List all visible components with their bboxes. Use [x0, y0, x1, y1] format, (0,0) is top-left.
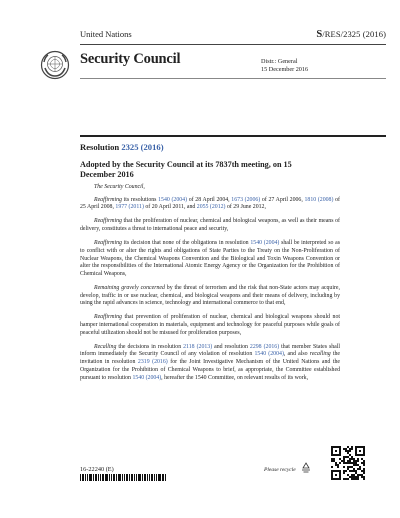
un-emblem-icon [40, 50, 70, 80]
resolution-link[interactable]: 1540 (2004) [250, 240, 280, 247]
barcode-bar [105, 474, 108, 481]
qr-module [353, 468, 355, 470]
qr-module [331, 452, 333, 454]
qr-module [333, 446, 335, 448]
barcode-bar [102, 474, 104, 481]
qr-module [357, 458, 359, 460]
qr-module [335, 446, 337, 448]
resolution-link[interactable]: 1977 (2011) [115, 204, 144, 211]
qr-module [347, 456, 349, 458]
qr-module [335, 464, 337, 466]
qr-module [359, 468, 361, 470]
council-line: The Security Council, [94, 184, 145, 190]
qr-module [339, 470, 341, 472]
barcode-bar [80, 474, 81, 481]
paragraph-3: Reaffirming its decision that none of the obligations in resolution 1540 (2004) shall be interpreted so as to conflict with or alter the rights and obligations of State Parties to the Treaty on the Non-Proliferation of Nuclear Weapons, the Chemical Weapons Convention and the Biological and Toxin Weapons Convention or alter the responsibilities of the International Atomic Energy Agency or the Organization for the Prohibition of Chemical Weapons, [80, 240, 341, 277]
title-rule [80, 135, 386, 137]
qr-module [363, 468, 365, 470]
header-rule-thin [80, 78, 386, 79]
organization-name: United Nations [80, 29, 132, 39]
resolution-link[interactable]: 1540 (2004) [132, 374, 162, 381]
barcode-bar [100, 474, 101, 481]
qr-module [351, 474, 353, 476]
resolution-body [80, 184, 340, 389]
qr-module [333, 454, 335, 456]
qr-module [349, 460, 351, 462]
qr-module [355, 478, 357, 480]
distribution-date: 15 December 2016 [261, 65, 309, 73]
qr-module [343, 458, 345, 460]
barcode-bar [134, 474, 135, 481]
qr-module [351, 470, 353, 472]
qr-module [339, 472, 341, 474]
qr-module [349, 466, 351, 468]
paragraph-4: Remaining gravely concerned by the threat of terrorism and the risk that non-State actors may acquire, develop, traffic in or use nuclear, chemical, and biological weapons and their means of delivery, including by using the rapid advances in science, technology and international commerce to that end, [80, 284, 340, 307]
qr-module [335, 450, 337, 452]
qr-module [339, 450, 341, 452]
qr-module [343, 456, 345, 458]
qr-module [363, 478, 365, 480]
qr-module [349, 462, 351, 464]
qr-module [363, 476, 365, 478]
qr-module [341, 460, 343, 462]
resolution-link[interactable]: 2298 (2016) [249, 343, 280, 350]
qr-module [355, 462, 357, 464]
symbol-rest: /RES/2325 (2016) [322, 29, 386, 39]
qr-module [353, 476, 355, 478]
qr-module [337, 478, 339, 480]
qr-module [363, 454, 365, 456]
qr-module [347, 460, 349, 462]
document-code: 16-22240 (E) [80, 466, 114, 473]
barcode-bar [156, 474, 157, 481]
barcode-bar [138, 474, 141, 481]
barcode-bar [116, 474, 117, 481]
qr-module [337, 470, 339, 472]
barcode-bar [165, 474, 166, 481]
qr-module [363, 450, 365, 452]
qr-module [349, 476, 351, 478]
barcode-bar [131, 474, 133, 481]
resolution-link[interactable]: 1540 (2004) [254, 351, 284, 358]
qr-module [361, 458, 363, 460]
qr-module [331, 478, 333, 480]
qr-module [331, 474, 333, 476]
qr-module [355, 460, 357, 462]
qr-module [351, 446, 353, 448]
resolution-link[interactable]: 1673 (2006) [231, 196, 261, 203]
distribution-info [261, 58, 308, 73]
qr-module [363, 462, 365, 464]
qr-module [357, 460, 359, 462]
qr-module [357, 446, 359, 448]
barcode-bar [142, 474, 143, 481]
qr-module [345, 450, 347, 452]
qr-module [361, 476, 363, 478]
resolution-link[interactable]: 2055 (2012) [196, 204, 226, 211]
qr-module [345, 462, 347, 464]
qr-module [357, 468, 359, 470]
qr-module [361, 446, 363, 448]
barcode-icon [80, 474, 180, 481]
resolution-title: Resolution 2325 (2016) [80, 142, 164, 152]
barcode-bar [144, 474, 146, 481]
qr-module [349, 470, 351, 472]
qr-module [353, 474, 355, 476]
qr-module [359, 466, 361, 468]
qr-module [337, 446, 339, 448]
qr-module [351, 458, 353, 460]
qr-module [363, 472, 365, 474]
qr-module [339, 452, 341, 454]
qr-module [335, 474, 337, 476]
qr-module [357, 454, 359, 456]
barcode-bar [82, 474, 84, 481]
paragraph-5: Reaffirming that prevention of proliferation of nuclear, chemical and biological weapons should not hamper international cooperation in materials, equipment and technology for peaceful purposes while goals of peaceful utilization should not be misused for proliferation purposes, [80, 314, 340, 336]
qr-module [339, 478, 341, 480]
qr-module [359, 474, 361, 476]
qr-module [355, 454, 357, 456]
qr-module [361, 470, 363, 472]
qr-module [363, 452, 365, 454]
header-rule [80, 44, 386, 45]
distribution: Distr.: General [261, 58, 298, 65]
qr-module [363, 470, 365, 472]
qr-module [337, 454, 339, 456]
qr-module [331, 450, 333, 452]
resolution-link[interactable]: 2319 (2016) [137, 359, 168, 366]
recycle-notice: Please recycle [264, 467, 296, 473]
qr-module [359, 446, 361, 448]
barcode-bar [149, 474, 150, 481]
qr-module [335, 454, 337, 456]
qr-module [339, 454, 341, 456]
qr-module [331, 446, 333, 448]
qr-module [333, 478, 335, 480]
qr-module [351, 478, 353, 480]
barcode-bar [147, 474, 148, 481]
qr-module [355, 476, 357, 478]
qr-module [355, 464, 357, 466]
qr-module [335, 470, 337, 472]
qr-module [335, 462, 337, 464]
qr-module [355, 446, 357, 448]
qr-module [339, 462, 341, 464]
barcode-bar [87, 474, 88, 481]
qr-module [345, 470, 347, 472]
qr-module [333, 460, 335, 462]
qr-module [343, 448, 345, 450]
qr-module [357, 464, 359, 466]
barcode-bar [109, 474, 110, 481]
qr-module [353, 462, 355, 464]
qr-module [339, 474, 341, 476]
qr-module [347, 450, 349, 452]
qr-module [331, 460, 333, 462]
paragraph-6: Recalling the decisions in resolution 2118 (2013) and resolution 2298 (2016) that member States shall inform immediately the Security Council of any violation of resolution 1540 (2004), and also recalling the invitation in resolution 2319 (2016) for the Joint Investigative Mechanism of the United Nations and the Organization for the Prohibition of Chemical Weapons to brief, as appropriate, the Committee established pursuant to resolution 1540 (2004), hereafter the 1540 Committee, on relevant results of its work, [80, 343, 341, 381]
qr-module [331, 470, 333, 472]
barcode-bar [111, 474, 112, 481]
barcode-bar [85, 474, 86, 481]
qr-module [347, 446, 349, 448]
qr-module [351, 476, 353, 478]
qr-module [343, 470, 345, 472]
qr-module [337, 464, 339, 466]
qr-module [333, 470, 335, 472]
qr-module [355, 448, 357, 450]
qr-module [351, 462, 353, 464]
qr-module [357, 474, 359, 476]
paragraph-2: Reaffirming that the proliferation of nuclear, chemical and biological weapons, as well as their means of delivery, constitutes a threat to international peace and security, [80, 218, 340, 233]
qr-module [339, 448, 341, 450]
qr-module [363, 446, 365, 448]
qr-module [363, 464, 365, 466]
qr-module [361, 474, 363, 476]
qr-module [347, 478, 349, 480]
qr-module [343, 472, 345, 474]
qr-module [361, 462, 363, 464]
qr-module [357, 478, 359, 480]
resolution-link[interactable]: 1810 (2008) [304, 196, 334, 203]
qr-module [363, 448, 365, 450]
qr-module [347, 452, 349, 454]
barcode-bar [154, 474, 155, 481]
barcode-bar [162, 474, 164, 481]
recycle-icon [300, 462, 312, 474]
qr-module [331, 448, 333, 450]
qr-module [339, 476, 341, 478]
qr-module [361, 454, 363, 456]
barcode-bar [124, 474, 125, 481]
resolution-number-link[interactable]: 2325 (2016) [121, 142, 164, 152]
qr-module [353, 470, 355, 472]
qr-module [345, 448, 347, 450]
qr-module [331, 458, 333, 460]
barcode-bar [136, 474, 137, 481]
barcode-bar [95, 474, 97, 481]
resolution-link[interactable]: 2118 (2013) [183, 343, 213, 350]
qr-module [353, 460, 355, 462]
qr-module [355, 472, 357, 474]
qr-module [345, 478, 347, 480]
barcode-bar [129, 474, 130, 481]
qr-module [357, 476, 359, 478]
qr-module [359, 450, 361, 452]
qr-module [331, 476, 333, 478]
resolution-link[interactable]: 1540 (2004) [158, 196, 188, 203]
paragraph-1: Reaffirming its resolutions 1540 (2004) of 28 April 2004, 1673 (2006) of 27 April 2006, 1810 (2008) of 25 April 2008, 1977 (2011) of 20 April 2011, and 2055 (2012) of 29 June 2012, [80, 196, 340, 211]
qr-module [337, 466, 339, 468]
qr-module [331, 454, 333, 456]
qr-module [345, 456, 347, 458]
qr-module [339, 446, 341, 448]
qr-module [355, 470, 357, 472]
qr-module [343, 478, 345, 480]
qr-module [349, 458, 351, 460]
qr-module [363, 460, 365, 462]
barcode-bar [118, 474, 121, 481]
qr-module [333, 458, 335, 460]
qr-module [349, 454, 351, 456]
qr-module [343, 466, 345, 468]
qr-module [343, 460, 345, 462]
symbol-prefix: S [316, 29, 323, 40]
qr-module [349, 450, 351, 452]
qr-module [349, 448, 351, 450]
qr-code-icon [331, 446, 365, 480]
qr-module [359, 454, 361, 456]
adoption-line: Adopted by the Security Council at its 7837th meeting, on 15 December 2016 [80, 160, 292, 179]
barcode-bar [158, 474, 161, 481]
document-symbol [316, 29, 386, 40]
barcode-bar [98, 474, 99, 481]
barcode-bar [89, 474, 92, 481]
qr-module [353, 464, 355, 466]
security-council-title: Security Council [80, 51, 181, 67]
qr-module [347, 462, 349, 464]
qr-module [353, 458, 355, 460]
qr-module [347, 466, 349, 468]
qr-module [331, 466, 333, 468]
qr-module [355, 450, 357, 452]
barcode-bar [113, 474, 115, 481]
qr-module [351, 448, 353, 450]
barcode-bar [126, 474, 128, 481]
qr-module [355, 452, 357, 454]
qr-module [347, 468, 349, 470]
qr-module [343, 462, 345, 464]
qr-module [351, 466, 353, 468]
qr-module [331, 472, 333, 474]
qr-module [347, 474, 349, 476]
qr-module [339, 458, 341, 460]
qr-module [335, 478, 337, 480]
qr-module [351, 456, 353, 458]
qr-module [353, 478, 355, 480]
barcode-bar [93, 474, 94, 481]
barcode-bar [122, 474, 123, 481]
barcode-bar [151, 474, 153, 481]
